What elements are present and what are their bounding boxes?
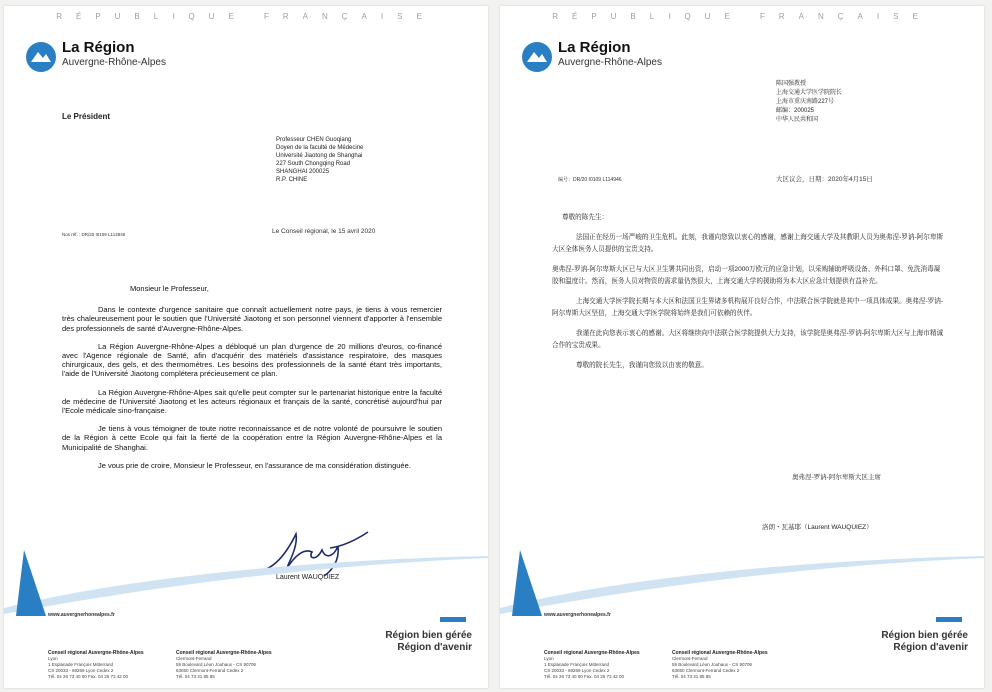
letter-date: Le Conseil régional, le 15 avril 2020 bbox=[272, 228, 376, 235]
website: www.auvergnerhonealpes.fr bbox=[48, 612, 115, 618]
paragraph: La Région Auvergne-Rhône-Alpes sait qu'elle peut compter sur le partenariat historique entre la faculté de médecine de l'Université Jiaotong et les acteurs régionaux et français de la santé, concrétisé aujourd'hui par l'Ecole médicale sino-française. bbox=[62, 387, 442, 416]
footer-line: 63050 Clermont-Ferrand Cedex 2 bbox=[672, 668, 740, 673]
address-line: Professeur CHEN Guoqiang bbox=[276, 137, 352, 143]
footer-title: Conseil régional Auvergne-Rhône-Alpes bbox=[672, 650, 768, 656]
paragraph: 奥弗涅-罗讷-阿尔卑斯大区已与大区卫生署共同出资，启动一项2000万欧元的应急计划，以采购辅助呼吸设备、外科口罩、免洗消毒凝胶和温度计。然而，医务人员对物资的需求量仍然很大，上海交通大学的援助将为本大区应急计划提供有益补充。 bbox=[552, 266, 941, 285]
signer-name: Laurent WAUQUIEZ bbox=[276, 574, 340, 581]
footer-line: 1 Esplanade François Mitterrand bbox=[544, 662, 610, 667]
footer-line: Lyon bbox=[48, 656, 58, 661]
reference: Nos réf. : DR/20 I0109 L114946 bbox=[62, 232, 126, 237]
paragraph: 我谨在此向您表示衷心的感谢。大区将继续向中法联合医学院提供大力支持，该学院是奥弗涅-罗讷-阿尔卑斯大区与上海市精诚合作的宝贵成果。 bbox=[552, 330, 944, 349]
president-label: Le Président bbox=[62, 112, 111, 121]
footer-line: Clermont-Ferrand bbox=[672, 656, 708, 661]
letter-body bbox=[62, 284, 442, 479]
footer-title: Conseil régional Auvergne-Rhône-Alpes bbox=[544, 650, 640, 656]
address-line: 227 South Chongqing Road bbox=[276, 161, 351, 167]
footer-clermont bbox=[672, 650, 768, 680]
footer-line: Lyon bbox=[544, 656, 554, 661]
address-line: 邮编：200025 bbox=[776, 108, 815, 114]
letter-date: 大区议会，日期：2020年4月15日 bbox=[776, 176, 873, 183]
republique-header: RÉPUBLIQUE FRANÇAISE bbox=[56, 12, 436, 21]
footer-line: CS 20033 - 69269 Lyon Cedex 2 bbox=[544, 668, 610, 673]
footer-line: 63050 Clermont-Ferrand Cedex 2 bbox=[176, 668, 244, 673]
footer-line: CS 20033 - 69269 Lyon Cedex 2 bbox=[48, 668, 114, 673]
letter-page-chinese bbox=[500, 6, 984, 688]
letter-page-french bbox=[4, 6, 488, 688]
paragraph: Dans le contexte d'urgence sanitaire que connaît actuellement notre pays, je tiens à vous remercier très chaleureusement pour le soutien que l'Université Jiaotong et son personnel viennent d'apporter à l'ensemble des professionnels de santé d'Auvergne-Rhône-Alpes. bbox=[62, 305, 442, 333]
slogan bbox=[385, 630, 472, 654]
paragraph: 上海交通大学医学院长期与本大区和法国卫生界诸多机构展开良好合作，中法联合医学院就是其中一项具体成果。奥弗涅-罗讷-阿尔卑斯大区坚信，上海交通大学医学院将始终是我们可依赖的伙伴。 bbox=[552, 298, 944, 317]
brand-name: La Région bbox=[62, 39, 135, 56]
footer-swoosh-icon bbox=[4, 548, 488, 618]
address-line: 上海市重庆南路227号 bbox=[776, 99, 835, 105]
republique-header: RÉPUBLIQUE FRANÇAISE bbox=[552, 12, 932, 21]
footer-line: Tél. 04 26 73 40 00 Fax. 04 26 73 42 00 bbox=[48, 674, 129, 679]
address-line: 中华人民共和国 bbox=[776, 117, 819, 123]
footer-line: Tél. 04 73 31 85 85 bbox=[176, 674, 215, 679]
brand-block bbox=[558, 40, 662, 69]
brand-subtitle: Auvergne-Rhône-Alpes bbox=[558, 57, 662, 68]
address-line: R.P. CHINE bbox=[276, 177, 308, 183]
address-line: Doyen de la faculté de Médecine bbox=[276, 145, 364, 151]
slogan-line-2: Région d'avenir bbox=[893, 642, 968, 653]
reference: 编号：DR/20 I0109 L114946 bbox=[558, 177, 622, 183]
footer-line: 59 Boulevard Léon Jouhaux - CS 90706 bbox=[672, 662, 753, 667]
region-logo-icon bbox=[24, 40, 58, 74]
footer-lyon bbox=[544, 650, 640, 680]
footer-line: Clermont-Ferrand bbox=[176, 656, 212, 661]
brand-block bbox=[62, 40, 166, 69]
footer-line: 59 Boulevard Léon Jouhaux - CS 90706 bbox=[176, 662, 257, 667]
salutation: 尊敬的陈先生： bbox=[562, 214, 609, 221]
slogan-line-2: Région d'avenir bbox=[397, 642, 472, 653]
recipient-address bbox=[276, 136, 363, 184]
address-line: Université Jiaotong de Shanghai bbox=[276, 153, 363, 159]
footer-swoosh-icon bbox=[500, 548, 984, 618]
paragraph: La Région Auvergne-Rhône-Alpes a débloqué un plan d'urgence de 20 millions d'euros, co-financé avec l'Agence régionale de Santé, afin d'acquérir des matériels d'assistance respiratoire, des masques chirurgicaux, des gels, et des thermomètres. Les besoins des professionnels de la santé étant très importants, l'aide de l'Université Jiaotong complétera précieusement ce plan. bbox=[62, 341, 442, 379]
address-line: 陈国强教授 bbox=[776, 81, 807, 87]
footer-line: 1 Esplanade François Mitterrand bbox=[48, 662, 114, 667]
footer-title: Conseil régional Auvergne-Rhône-Alpes bbox=[48, 650, 144, 656]
letter-body bbox=[552, 212, 944, 380]
address-line: SHANGHAI 200025 bbox=[276, 169, 330, 175]
footer-line: Tél. 04 73 31 85 85 bbox=[672, 674, 711, 679]
paragraph: 法国正在经历一场严峻的卫生危机。此刻，我谨向您致以衷心的感谢，感谢上海交通大学及其教职人员为奥弗涅-罗讷-阿尔卑斯大区全体医务人员提供的宝贵支持。 bbox=[552, 234, 944, 253]
footer-lyon bbox=[48, 650, 144, 680]
footer-title: Conseil régional Auvergne-Rhône-Alpes bbox=[176, 650, 272, 656]
brand-name: La Région bbox=[558, 39, 631, 56]
website: www.auvergnerhonealpes.fr bbox=[544, 612, 611, 618]
paragraph: 尊敬的院长先生，我谨向您致以由衷的敬意。 bbox=[576, 362, 708, 369]
footer-clermont bbox=[176, 650, 272, 680]
salutation: Monsieur le Professeur, bbox=[130, 284, 209, 293]
slogan-line-1: Région bien gérée bbox=[881, 630, 968, 641]
footer-line: Tél. 04 26 73 40 00 Fax. 04 26 73 42 00 bbox=[544, 674, 625, 679]
accent-bar bbox=[440, 617, 466, 622]
paragraph: Je tiens à vous témoigner de toute notre reconnaissance et de notre volonté de poursuivre le soutien de la Région à cette Ecole qui fait la fierté de la coopération entre la Région Auvergne-Rhône-Alpes et la Municipalité de Shanghai. bbox=[62, 424, 442, 452]
signer-title: 奥弗涅-罗讷-阿尔卑斯大区主席 bbox=[792, 474, 881, 481]
region-logo-icon bbox=[520, 40, 554, 74]
brand-subtitle: Auvergne-Rhône-Alpes bbox=[62, 57, 166, 68]
address-line: 上海交通大学医学院院长 bbox=[776, 90, 843, 96]
slogan-line-1: Région bien gérée bbox=[385, 630, 472, 641]
recipient-address bbox=[776, 80, 842, 125]
signer-name: 洛朗・瓦基耶（Laurent WAUQUIEZ） bbox=[762, 524, 873, 531]
slogan bbox=[881, 630, 968, 654]
accent-bar bbox=[936, 617, 962, 622]
paragraph: Je vous prie de croire, Monsieur le Professeur, en l'assurance de ma considération distinguée. bbox=[98, 460, 411, 470]
